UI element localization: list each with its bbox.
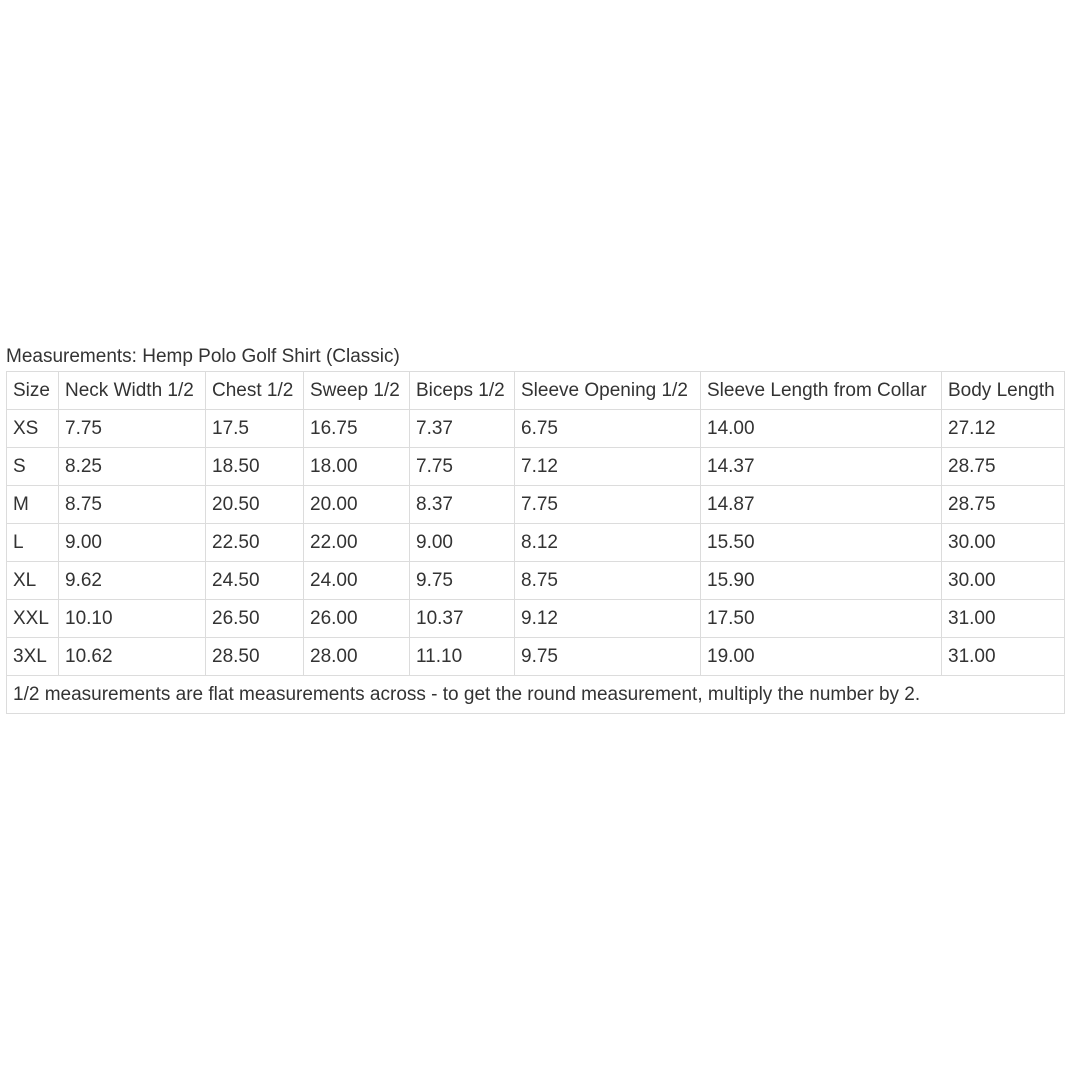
cell-chest: 28.50	[206, 638, 304, 676]
cell-neck-width: 10.10	[59, 600, 206, 638]
header-neck-width: Neck Width 1/2	[59, 372, 206, 410]
table-row	[7, 410, 1065, 448]
cell-biceps: 9.00	[410, 524, 515, 562]
cell-sweep: 20.00	[304, 486, 410, 524]
cell-neck-width: 8.75	[59, 486, 206, 524]
cell-sleeve-length: 19.00	[701, 638, 942, 676]
cell-size: XL	[7, 562, 59, 600]
cell-sweep: 22.00	[304, 524, 410, 562]
cell-sleeve-opening: 6.75	[515, 410, 701, 448]
table-row	[7, 600, 1065, 638]
cell-biceps: 10.37	[410, 600, 515, 638]
cell-sleeve-opening: 9.75	[515, 638, 701, 676]
cell-chest: 24.50	[206, 562, 304, 600]
cell-neck-width: 10.62	[59, 638, 206, 676]
table-caption: Measurements: Hemp Polo Golf Shirt (Classic)	[6, 346, 400, 367]
header-biceps: Biceps 1/2	[410, 372, 515, 410]
cell-sweep: 26.00	[304, 600, 410, 638]
cell-sleeve-length: 15.50	[701, 524, 942, 562]
cell-body-length: 30.00	[942, 524, 1065, 562]
table-row	[7, 562, 1065, 600]
header-sweep: Sweep 1/2	[304, 372, 410, 410]
cell-neck-width: 7.75	[59, 410, 206, 448]
cell-chest: 17.5	[206, 410, 304, 448]
header-chest: Chest 1/2	[206, 372, 304, 410]
table-row	[7, 524, 1065, 562]
cell-sleeve-opening: 8.12	[515, 524, 701, 562]
header-size: Size	[7, 372, 59, 410]
cell-sweep: 18.00	[304, 448, 410, 486]
cell-body-length: 31.00	[942, 638, 1065, 676]
cell-biceps: 8.37	[410, 486, 515, 524]
cell-size: L	[7, 524, 59, 562]
cell-body-length: 30.00	[942, 562, 1065, 600]
cell-biceps: 11.10	[410, 638, 515, 676]
cell-chest: 22.50	[206, 524, 304, 562]
cell-sleeve-opening: 9.12	[515, 600, 701, 638]
cell-body-length: 28.75	[942, 486, 1065, 524]
cell-size: 3XL	[7, 638, 59, 676]
table-row	[7, 638, 1065, 676]
cell-sleeve-opening: 8.75	[515, 562, 701, 600]
cell-biceps: 7.37	[410, 410, 515, 448]
cell-neck-width: 8.25	[59, 448, 206, 486]
header-sleeve-opening: Sleeve Opening 1/2	[515, 372, 701, 410]
header-sleeve-length: Sleeve Length from Collar	[701, 372, 942, 410]
cell-size: S	[7, 448, 59, 486]
cell-size: M	[7, 486, 59, 524]
cell-neck-width: 9.00	[59, 524, 206, 562]
header-row	[7, 372, 1065, 410]
cell-size: XS	[7, 410, 59, 448]
cell-sweep: 16.75	[304, 410, 410, 448]
cell-chest: 20.50	[206, 486, 304, 524]
cell-size: XXL	[7, 600, 59, 638]
size-chart-table	[6, 371, 1065, 714]
cell-body-length: 28.75	[942, 448, 1065, 486]
header-body-length: Body Length	[942, 372, 1065, 410]
cell-chest: 26.50	[206, 600, 304, 638]
cell-sweep: 24.00	[304, 562, 410, 600]
cell-biceps: 9.75	[410, 562, 515, 600]
cell-sleeve-length: 14.37	[701, 448, 942, 486]
cell-body-length: 27.12	[942, 410, 1065, 448]
cell-chest: 18.50	[206, 448, 304, 486]
cell-sleeve-length: 15.90	[701, 562, 942, 600]
cell-biceps: 7.75	[410, 448, 515, 486]
footnote: 1/2 measurements are flat measurements across - to get the round measurement, multiply the number by 2.	[7, 676, 1065, 714]
cell-sleeve-length: 14.87	[701, 486, 942, 524]
table-row	[7, 448, 1065, 486]
cell-body-length: 31.00	[942, 600, 1065, 638]
table-row	[7, 486, 1065, 524]
cell-sleeve-length: 17.50	[701, 600, 942, 638]
cell-sleeve-length: 14.00	[701, 410, 942, 448]
cell-neck-width: 9.62	[59, 562, 206, 600]
footnote-row	[7, 676, 1065, 714]
cell-sleeve-opening: 7.12	[515, 448, 701, 486]
cell-sweep: 28.00	[304, 638, 410, 676]
cell-sleeve-opening: 7.75	[515, 486, 701, 524]
